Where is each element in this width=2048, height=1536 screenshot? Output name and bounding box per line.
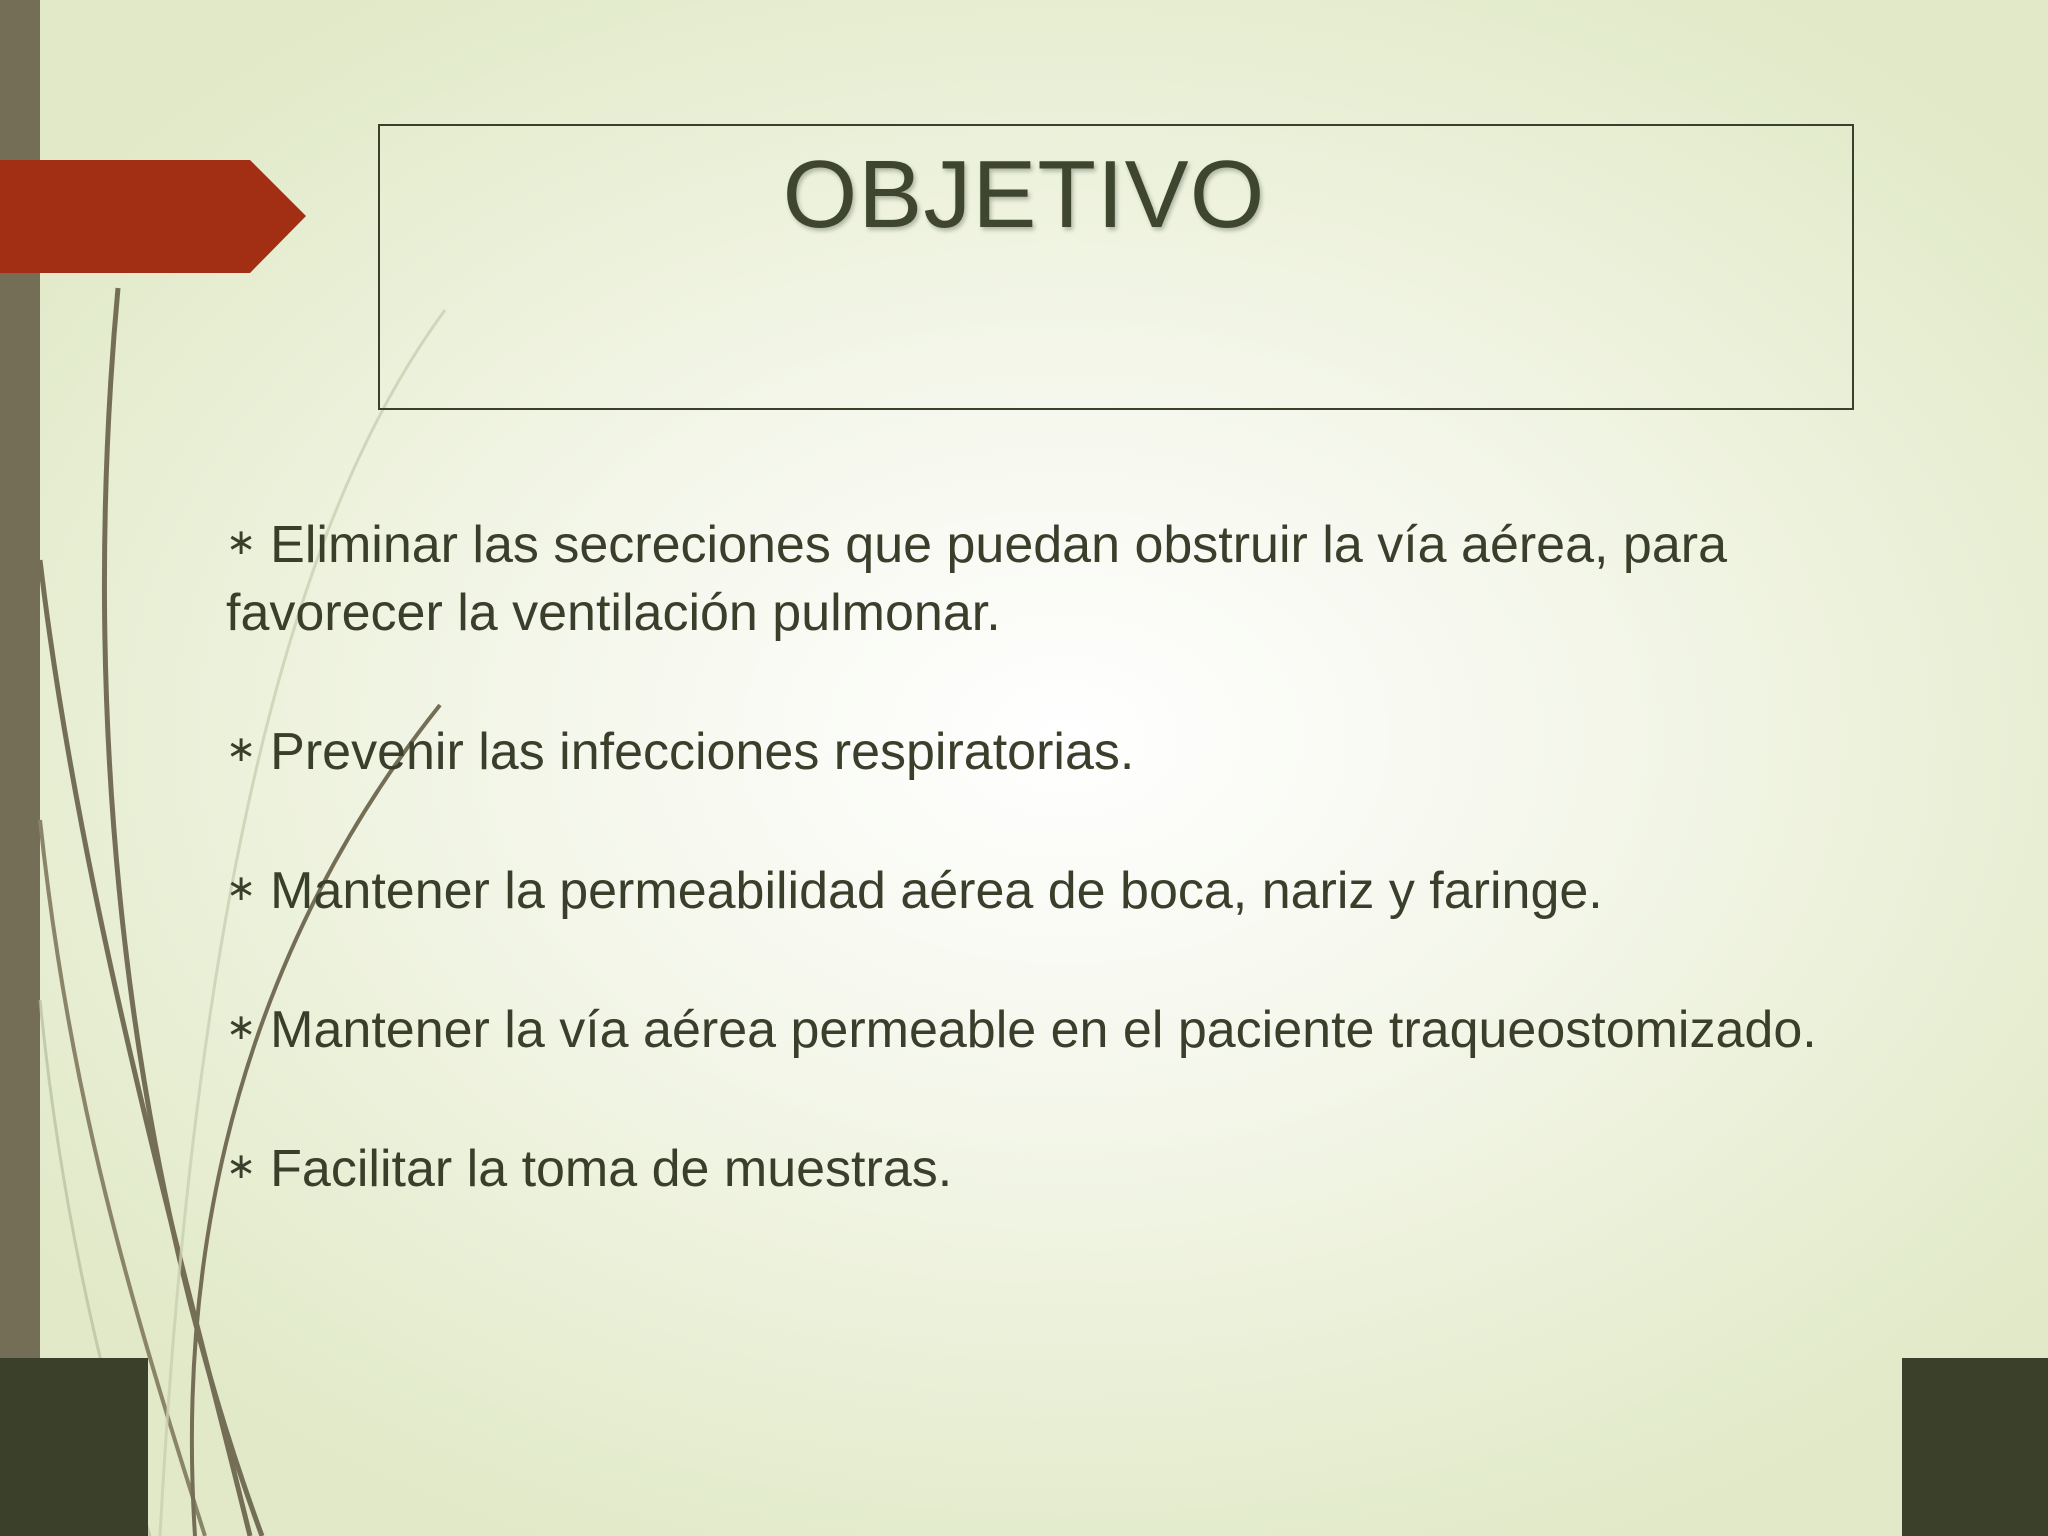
bullet-text: Facilitar la toma de muestras. xyxy=(270,1140,953,1198)
objectives-list xyxy=(226,508,1896,1271)
bullet-text: Eliminar las secreciones que puedan obstruir la vía aérea, para favorecer la ventilación pulmonar. xyxy=(226,516,1727,642)
bullet-asterisk-icon: ∗ xyxy=(226,728,257,769)
list-item xyxy=(226,1132,1896,1203)
bottom-left-corner-block xyxy=(0,1358,148,1536)
bullet-asterisk-icon: ∗ xyxy=(226,1006,257,1047)
bullet-text: Prevenir las infecciones respiratorias. xyxy=(270,723,1135,781)
bottom-right-corner-block xyxy=(1902,1358,2048,1536)
bullet-asterisk-icon: ∗ xyxy=(226,521,257,562)
bullet-text: Mantener la vía aérea permeable en el paciente traqueostomizado. xyxy=(270,1001,1817,1059)
list-item xyxy=(226,508,1896,647)
bullet-text: Mantener la permeabilidad aérea de boca, nariz y faringe. xyxy=(270,862,1603,920)
list-item xyxy=(226,715,1896,786)
list-item xyxy=(226,854,1896,925)
bullet-asterisk-icon: ∗ xyxy=(226,867,257,908)
slide-title: OBJETIVO xyxy=(782,141,1266,248)
list-item xyxy=(226,993,1896,1064)
bullet-asterisk-icon: ∗ xyxy=(226,1145,257,1186)
